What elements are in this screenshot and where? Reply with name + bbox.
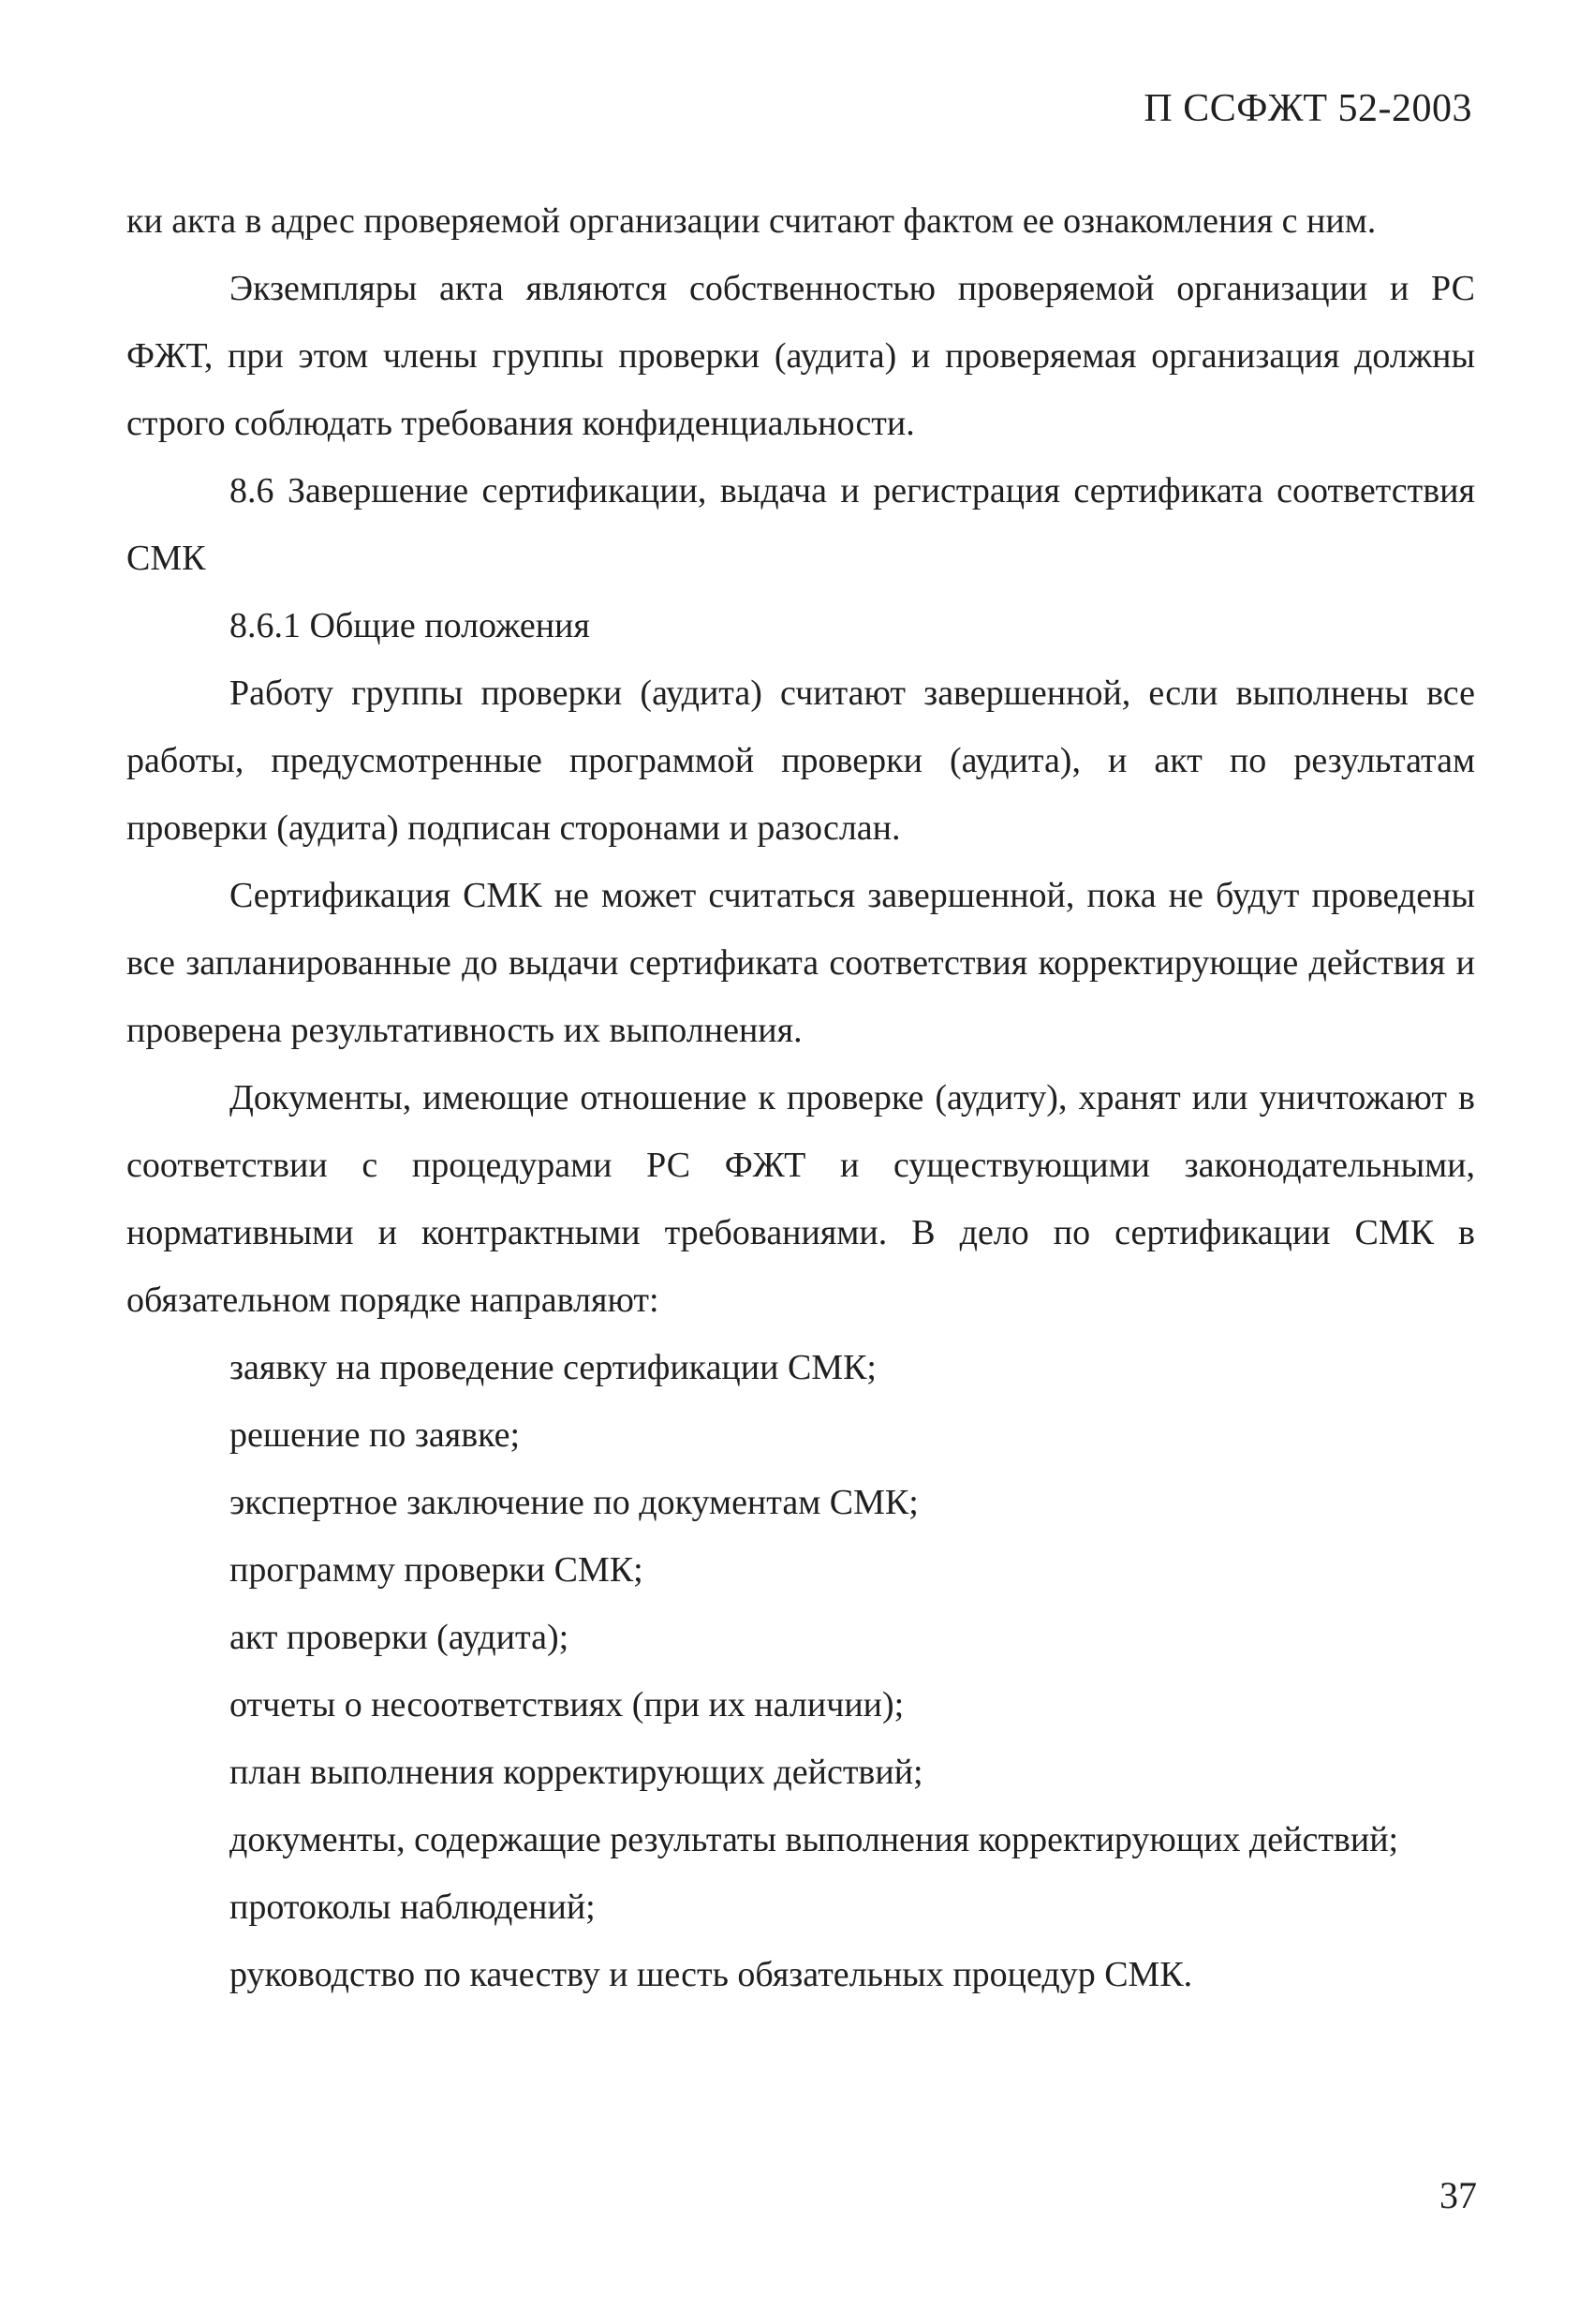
list-item: заявку на проведение сертификации СМК;: [229, 1348, 877, 1387]
list-item: руководство по качеству и шесть обязательных процедур СМК.: [229, 1955, 1193, 1994]
paragraph-certification-completion: Сертификация СМК не может считаться завершенной, пока не будут проведены все запланированные до выдачи сертификата соответствия корректирующие действия и проверена результативность их выполнения.: [126, 876, 1475, 1050]
list-item: план выполнения корректирующих действий;: [229, 1753, 923, 1792]
list-item: документы, содержащие результаты выполнения корректирующих действий;: [229, 1820, 1399, 1859]
list-item: программу проверки СМК;: [229, 1550, 643, 1590]
list-item: протоколы наблюдений;: [229, 1887, 596, 1927]
document-code-header: П ССФЖТ 52-2003: [1144, 87, 1472, 130]
paragraph-documents-storage: Документы, имеющие отношение к проверке (аудиту), хранят или уничтожают в соответствии с процедурами РС ФЖТ и существующими законодательными, нормативными и контрактными требованиями. В дело по сертификации СМК в обязательном порядке направляют:: [126, 1078, 1475, 1320]
page-number: 37: [1439, 2174, 1477, 2216]
list-item: решение по заявке;: [229, 1415, 521, 1455]
section-heading-8-6: 8.6 Завершение сертификации, выдача и регистрация сертификата соответствия СМК: [126, 471, 1475, 578]
document-body: [126, 187, 1475, 2008]
paragraph-act-acknowledgement: ки акта в адрес проверяемой организации считают фактом ее ознакомления с ним.: [126, 201, 1377, 241]
paragraph-audit-completion: Работу группы проверки (аудита) считают завершенной, если выполнены все работы, предусмотренные программой проверки (аудита), и акт по результатам проверки (аудита) подписан сторонами и разослан.: [126, 674, 1475, 848]
list-item: акт проверки (аудита);: [229, 1618, 569, 1657]
paragraph-act-copies: Экземпляры акта являются собственностью проверяемой организации и РС ФЖТ, при этом члены группы проверки (аудита) и проверяемая организация должны строго соблюдать требования конфиденциальности.: [126, 269, 1475, 443]
list-item: отчеты о несоответствиях (при их наличии);: [229, 1685, 905, 1724]
list-item: экспертное заключение по документам СМК;: [229, 1483, 919, 1522]
subsection-heading-8-6-1: 8.6.1 Общие положения: [229, 606, 590, 645]
